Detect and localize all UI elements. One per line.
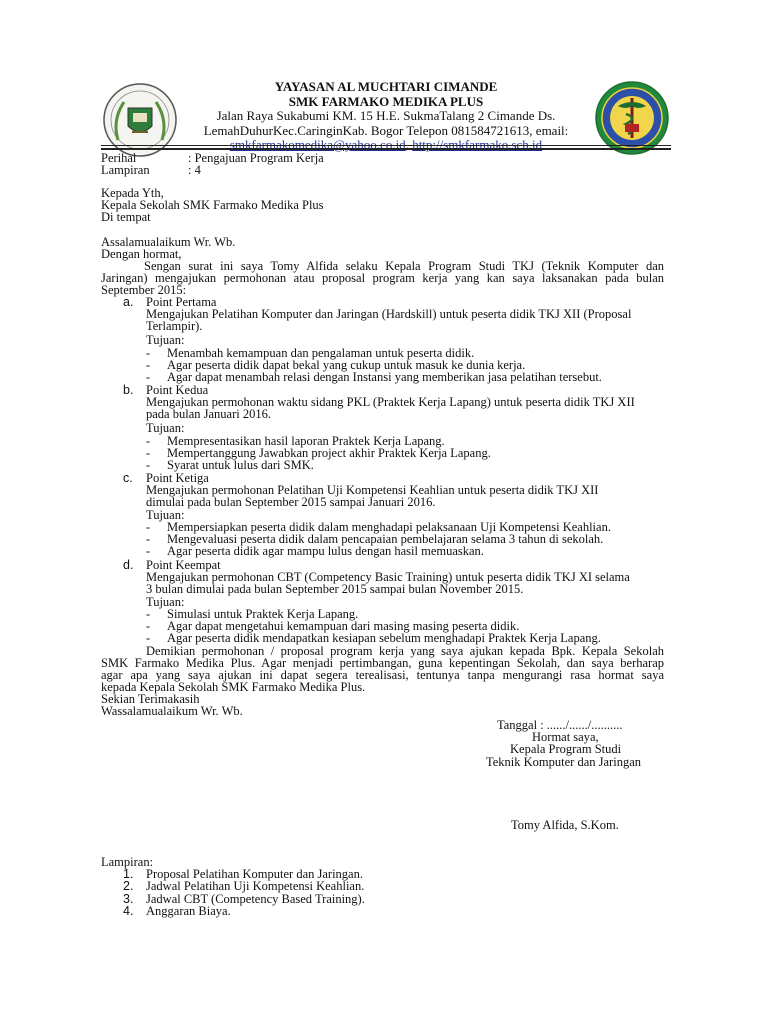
attachment-number: 2. [123,879,134,893]
perihal-label: Perihal [101,151,137,165]
attachment-item: Anggaran Biaya. [146,904,231,918]
closing-line-4: kepada Kepala Sekolah SMK Farmako Medika Plus. [101,680,366,694]
bullet-dash: - [146,619,151,633]
perihal-value: : Pengajuan Program Kerja [188,151,324,165]
attachment-item: Jadwal Pelatihan Uji Kompetensi Keahlian. [146,879,365,893]
attachment-number: 3. [123,892,134,906]
email-link[interactable]: smkfarmakomedika@yahoo.co.id [229,137,406,152]
closing-salam: Wassalamualaikum Wr. Wb. [101,704,243,718]
list-item: Agar dapat mengetahui kemampuan dari masing masing peserta didik. [167,619,520,633]
list-item: Agar peserta didik dapat bekal yang cukup untuk masuk ke dunia kerja. [167,358,526,372]
contact-line: LemahDuhurKec.CaringinKab. Bogor Telepon 081584721613, email: [203,122,569,138]
link-separator: , [405,137,413,152]
bullet-dash: - [146,358,151,372]
attachment-item: Jadwal CBT (Competency Based Training). [146,892,365,906]
list-item: Agar peserta didik mendapatkan kesiapan sebelum menghadapi Praktek Kerja Lapang. [167,631,601,645]
bullet-dash: - [146,458,151,472]
point-desc: Mengajukan Pelatihan Komputer dan Jaringan (Hardskill) untuk peserta didik TKJ XII (Proposal [146,307,632,321]
bullet-dash: - [146,532,151,546]
closing-line-1: Demikian permohonan / proposal program kerja yang saya ajukan kepada Bpk. Kepala Sekolah [146,644,664,658]
list-item: Mempersiapkan peserta didik dalam menghadapi pelaksanaan Uji Kompetensi Keahlian. [167,520,611,534]
point-title: Point Kedua [146,383,209,397]
signature-hormat: Hormat saya, [532,730,599,744]
bullet-dash: - [146,607,151,621]
opening-salam: Assalamualaikum Wr. Wb. [101,235,236,249]
list-item: Simulasi untuk Praktek Kerja Lapang. [167,607,359,621]
header-rule-thick [101,148,671,150]
point-marker: a. [123,295,134,309]
point-desc: Mengajukan permohonan CBT (Competency Basic Training) untuk peserta didik TKJ XI selama [146,570,630,584]
point-tujuan: Tujuan: [146,421,185,435]
bullet-dash: - [146,544,151,558]
recipient-place: Di tempat [101,210,151,224]
list-item: Mengevaluasi peserta didik dalam pencapaian pembelajaran selama 3 tahun di sekolah. [167,532,604,546]
attachment-number: 1. [123,867,134,881]
closing-line-3: agar apa yang saya ajukan ini dapat segera terealisasi, tentunya tanpa mengurangi rasa hormat saya [101,668,664,682]
point-desc: pada bulan Januari 2016. [146,407,271,421]
list-item: Mempertanggung Jawabkan project akhir Praktek Kerja Lapang. [167,446,491,460]
signature-name: Tomy Alfida, S.Kom. [511,818,619,832]
signature-department: Teknik Komputer dan Jaringan [486,755,641,769]
intro-line-2: Jaringan) mengajukan permohonan atau proposal program kerja yang kan saya laksanakan pada bulan [101,271,664,285]
bullet-dash: - [146,370,151,384]
bullet-dash: - [146,631,151,645]
letterhead [178,80,594,153]
bullet-dash: - [146,520,151,534]
intro-line-3: September 2015: [101,283,187,297]
school-emblem-icon [102,82,178,158]
attachment-number: 4. [123,904,134,918]
attachments-title: Lampiran: [101,855,154,869]
point-title: Point Keempat [146,558,221,572]
signature-role: Kepala Program Studi [510,742,622,756]
list-item: Menambah kemampuan dan pengalaman untuk peserta didik. [167,346,475,360]
address-line: Jalan Raya Sukabumi KM. 15 H.E. SukmaTalang 2 Cimande Ds. [216,108,556,123]
point-desc: dimulai pada bulan September 2015 sampai Januari 2016. [146,495,436,509]
point-desc: Mengajukan permohonan waktu sidang PKL (Praktek Kerja Lapang) untuk peserta didik TKJ XII [146,395,635,409]
opening-hormat: Dengan hormat, [101,247,182,261]
list-item: Syarat untuk lulus dari SMK. [167,458,314,472]
website-link[interactable]: http://smkfarmako.sch.id [412,137,543,152]
point-tujuan: Tujuan: [146,595,185,609]
intro-line-1: Sengan surat ini saya Tomy Alfida selaku Kepala Program Studi TKJ (Teknik Komputer dan [144,259,664,273]
point-title: Point Pertama [146,295,217,309]
closing-thanks: Sekian Terimakasih [101,692,200,706]
signature-date: Tanggal : ....../....../.......... [497,718,623,732]
lampiran-label: Lampiran [101,163,150,177]
bullet-dash: - [146,346,151,360]
point-tujuan: Tujuan: [146,508,185,522]
recipient-greeting: Kepada Yth, [101,186,164,200]
point-desc: Terlampir). [146,319,203,333]
foundation-name: YAYASAN AL MUCHTARI CIMANDE [274,79,498,94]
closing-line-2: SMK Farmako Medika Plus. Agar menjadi pertimbangan, guna kepentingan Sekolah, dan saya berharap [101,656,664,670]
point-tujuan: Tujuan: [146,333,185,347]
recipient-name: Kepala Sekolah SMK Farmako Medika Plus [101,198,324,212]
list-item: Mempresentasikan hasil laporan Praktek Kerja Lapang. [167,434,445,448]
bullet-dash: - [146,446,151,460]
point-marker: c. [123,471,133,485]
point-desc: Mengajukan permohonan Pelatihan Uji Kompetensi Keahlian untuk peserta didik TKJ XII [146,483,599,497]
point-marker: d. [123,558,134,572]
school-name: SMK FARMAKO MEDIKA PLUS [288,93,484,109]
point-desc: 3 bulan dimulai pada bulan September 2015 sampai bulan November 2015. [146,582,524,596]
list-item: Agar peserta didik agar mampu lulus dengan hasil memuaskan. [167,544,484,558]
point-title: Point Ketiga [146,471,209,485]
lampiran-value: : 4 [188,163,201,177]
attachment-item: Proposal Pelatihan Komputer dan Jaringan. [146,867,363,881]
list-item: Agar dapat menambah relasi dengan Instansi yang memberikan jasa pelatihan tersebut. [167,370,602,384]
bullet-dash: - [146,434,151,448]
header-rule-thin [101,145,671,146]
point-marker: b. [123,383,134,397]
